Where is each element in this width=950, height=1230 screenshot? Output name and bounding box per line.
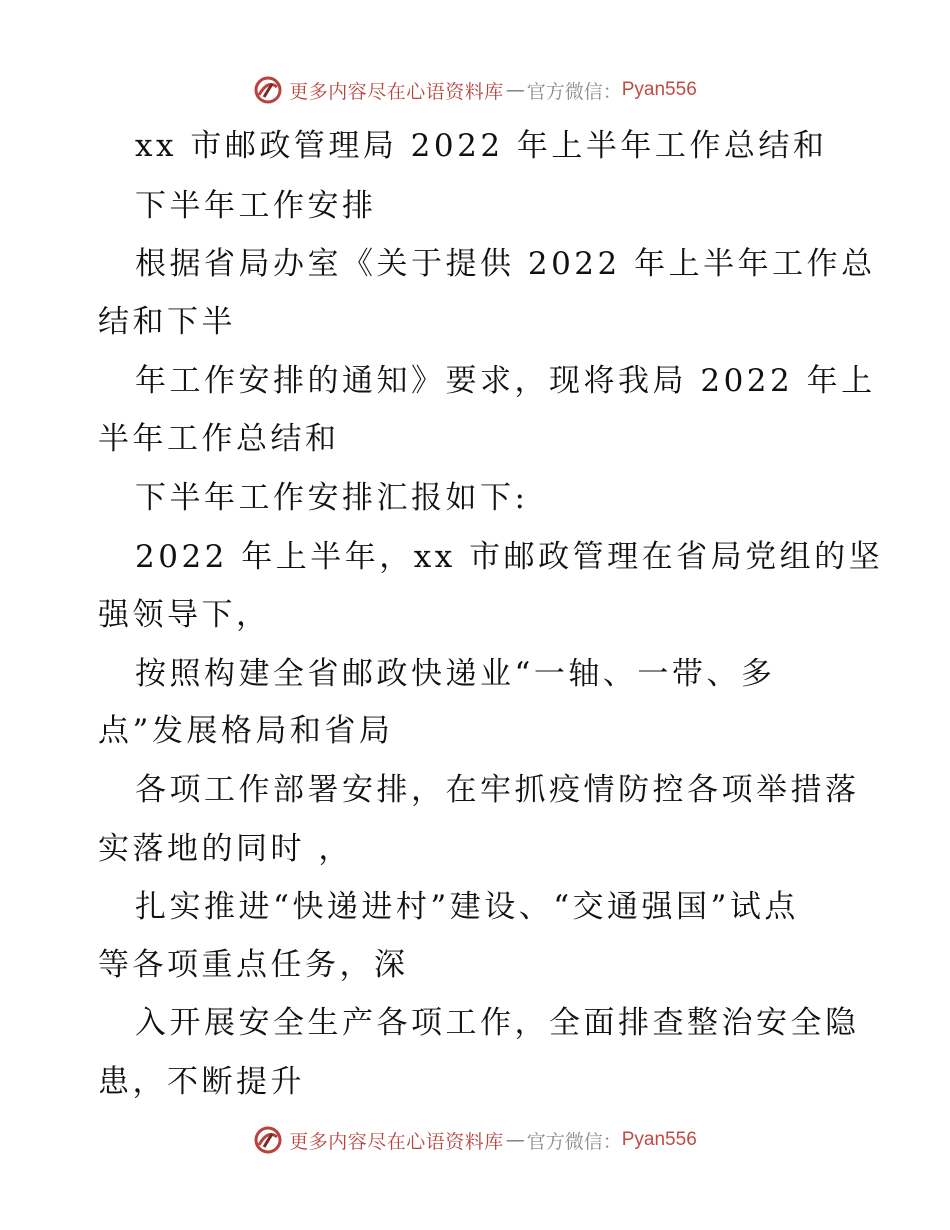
banner-contact-id: Pyan556 [621, 79, 697, 100]
footer-banner [0, 1120, 950, 1160]
paragraph-line: 半年工作总结和 [98, 421, 340, 457]
banner-contact-label: 官方微信： [526, 1130, 622, 1153]
paragraph-line: 各项工作部署安排，在牢抓疫情防控各项举措落 [135, 772, 860, 808]
paragraph-line: 患，不断提升 [98, 1064, 305, 1100]
banner-dash: — [505, 1129, 525, 1151]
paragraph-line: 结和下半 [98, 304, 236, 340]
paragraph-line: 等各项重点任务，深 [98, 947, 409, 983]
paragraph-line: 下半年工作安排汇报如下: [135, 480, 529, 516]
banner-slogan: 更多内容尽在心语资料库 [289, 1130, 504, 1153]
document-title-line: xx 市邮政管理局 2022 年上半年工作总结和 [135, 128, 828, 164]
paragraph-line: 强领导下， [98, 597, 271, 633]
paragraph-line: 入开展安全生产各项工作，全面排查整治安全隐 [135, 1005, 860, 1041]
banner-slogan: 更多内容尽在心语资料库 [289, 80, 504, 103]
document-title-line: 下半年工作安排 [135, 188, 377, 224]
banner-contact-id: Pyan556 [621, 1129, 697, 1150]
paragraph-line: 2022 年上半年，xx 市邮政管理在省局党组的坚 [135, 539, 884, 575]
banner-dash: — [505, 79, 525, 101]
banner-contact-label: 官方微信： [526, 80, 622, 103]
paragraph-line: 年工作安排的通知》要求，现将我局 2022 年上 [135, 363, 876, 399]
paragraph-line: 点”发展格局和省局 [98, 713, 394, 749]
header-banner [0, 70, 950, 110]
paragraph-line: 按照构建全省邮政快递业“一轴、一带、多 [135, 656, 776, 692]
paragraph-line: 根据省局办室《关于提供 2022 年上半年工作总 [135, 246, 876, 282]
paragraph-line: 实落地的同时 ， [98, 831, 353, 867]
paragraph-line: 扎实推进“快递进村”建设、“交通强国”试点 [135, 889, 799, 925]
brand-logo-icon [253, 1125, 283, 1155]
brand-logo-icon [253, 75, 283, 105]
